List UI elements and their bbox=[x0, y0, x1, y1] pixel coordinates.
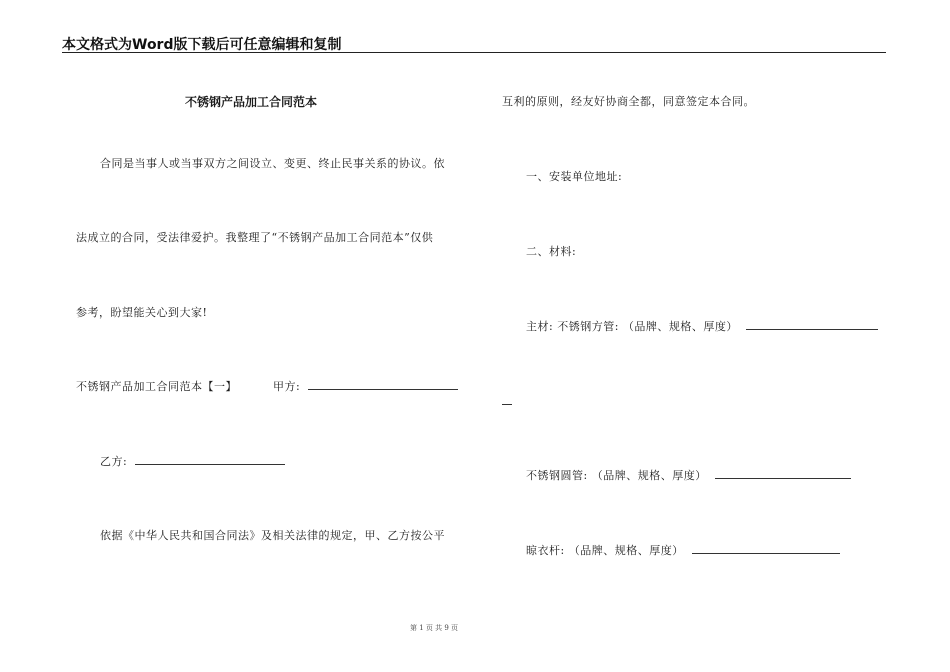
main-material-line bbox=[526, 318, 878, 334]
basis-line-1: 依据《中华人民共和国合同法》及相关法律的规定，甲、乙方按公平 bbox=[100, 529, 445, 542]
document-header-banner: 本文格式为Word版下载后可任意编辑和复制 bbox=[62, 37, 342, 53]
intro-line-2: 法成立的合同，受法律爱护。我整理了“不锈钢产品加工合同范本”仅供 bbox=[76, 231, 434, 244]
party-b-blank bbox=[135, 453, 285, 465]
hanger-label: 晾衣杆: （品牌、规格、厚度） bbox=[526, 544, 684, 557]
party-b-label: 乙方: bbox=[100, 455, 128, 468]
round-tube-blank bbox=[715, 467, 851, 479]
party-b-line bbox=[100, 453, 285, 469]
main-material-blank bbox=[746, 318, 878, 330]
install-address-item: 一、安装单位地址: bbox=[526, 170, 623, 183]
hanger-line bbox=[526, 542, 840, 558]
header-divider bbox=[62, 52, 886, 53]
intro-line-1: 合同是当事人或当事双方之间设立、变更、终止民事关系的协议。依 bbox=[100, 157, 445, 170]
hanger-blank bbox=[692, 542, 840, 554]
materials-item: 二、材料: bbox=[526, 245, 577, 258]
basis-line-2: 互利的原则，经友好协商全都，同意签定本合同。 bbox=[502, 95, 755, 108]
document-title: 不锈钢产品加工合同范本 bbox=[185, 95, 318, 109]
page-number-footer: 第 1 页 共 9 页 bbox=[410, 624, 459, 632]
intro-line-3: 参考，盼望能关心到大家! bbox=[76, 306, 208, 319]
section-heading-text: 不锈钢产品加工合同范本【一】 bbox=[76, 380, 237, 393]
main-material-label: 主材: 不锈钢方管: （品牌、规格、厚度） bbox=[526, 320, 738, 333]
main-material-blank-continuation bbox=[502, 404, 512, 405]
contract-section-heading bbox=[76, 378, 458, 394]
party-a-blank bbox=[308, 378, 458, 390]
round-tube-line bbox=[526, 467, 851, 483]
party-a-label: 甲方: bbox=[273, 380, 301, 393]
round-tube-label: 不锈钢圆管: （品牌、规格、厚度） bbox=[526, 469, 707, 482]
